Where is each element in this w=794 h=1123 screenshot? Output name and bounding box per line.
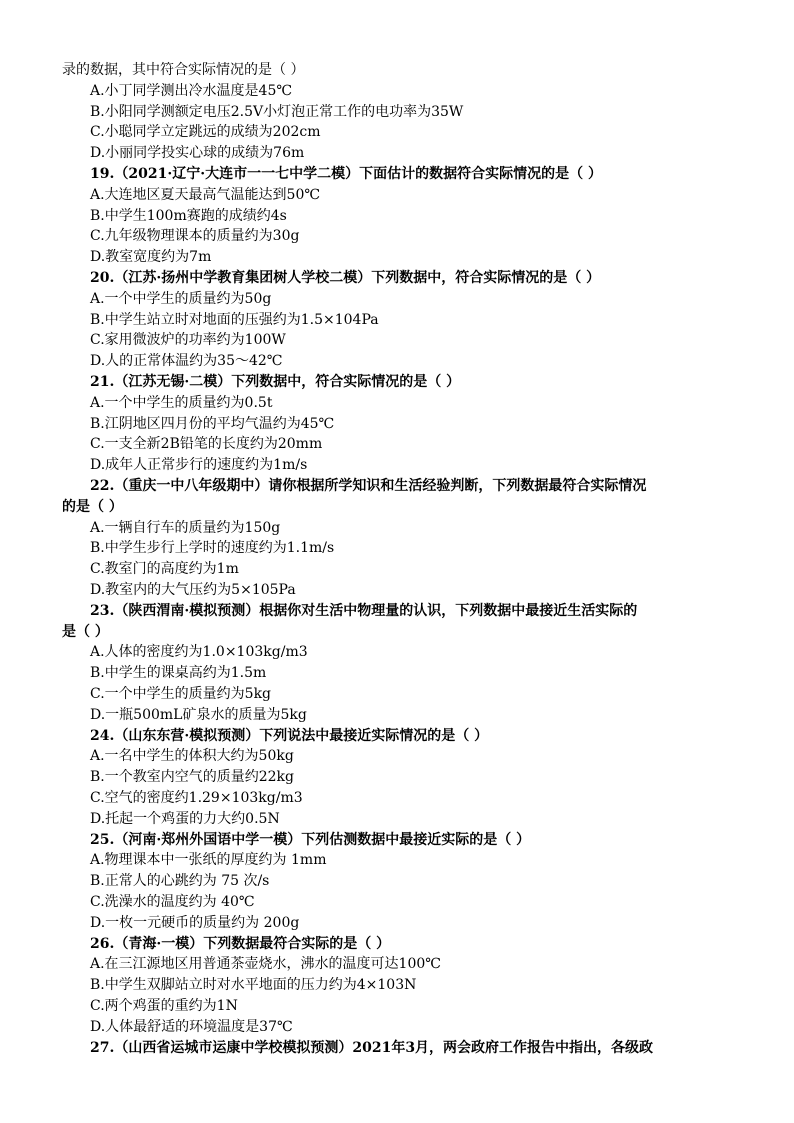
option-c: C.九年级物理课本的质量约为30g	[90, 228, 300, 245]
option-a: A.大连地区夏天最高气温能达到50℃	[90, 186, 321, 203]
option-c: C.一支全新2B铅笔的长度约为20mm	[90, 436, 323, 453]
option-b: B.中学生100m赛跑的成绩约4s	[90, 207, 287, 224]
question-23: 23.（陕西渭南·模拟预测）根据你对生活中物理量的认识，下列数据中最接近生活实际的	[90, 602, 638, 619]
question-20: 20.（江苏·扬州中学教育集团树人学校二模）下列数据中，符合实际情况的是（ ）	[90, 270, 601, 286]
option-a: A.一个中学生的质量约为0.5t	[90, 394, 273, 411]
option-b: B.中学生双脚站立时对水平地面的压力约为4×103N	[90, 977, 417, 994]
option-c: C.教室门的高度约为1m	[90, 561, 239, 578]
question-21: 21.（江苏无锡·二模）下列数据中，符合实际情况的是（ ）	[90, 374, 461, 390]
option-b: B.一个教室内空气的质量约22kg	[90, 769, 294, 786]
option-d: D.成年人正常步行的速度约为1m/s	[90, 457, 308, 474]
option-a: A.一个中学生的质量约为50g	[90, 290, 272, 307]
option-c: C.空气的密度约1.29×103kg/m3	[90, 790, 303, 806]
option-d: D.人体最舒适的环境温度是37℃	[90, 1018, 293, 1035]
option-a: A.人体的密度约为1.0×103kg/m3	[90, 644, 308, 661]
option-c: C.两个鸡蛋的重约为1N	[90, 998, 238, 1014]
option-b: B.中学生的课桌高约为1.5m	[90, 665, 267, 682]
option-a: A.在三江源地区用普通茶壶烧水，沸水的温度可达100℃	[90, 956, 441, 973]
option-d: D.一瓶500mL矿泉水的质量为5kg	[90, 706, 307, 723]
option-c: C.洗澡水的温度约为 40℃	[90, 894, 255, 910]
option-b: B.正常人的心跳约为 75 次/s	[90, 873, 270, 890]
question-22-continued: 的是（ ）	[62, 498, 123, 515]
option-a: A.物理课本中一张纸的厚度约为 1mm	[90, 852, 327, 869]
question-27: 27.（山西省运城市运康中学校模拟预测）2021年3月，两会政府工作报告中指出，各级政	[90, 1039, 654, 1056]
option-d: D.人的正常体温约为35～42℃	[90, 353, 283, 370]
option-d: D.教室宽度约为7m	[90, 249, 212, 266]
option-d: D.一枚一元硬币的质量约为 200g	[90, 914, 300, 931]
question-stem-continued: 录的数据，其中符合实际情况的是（ ）	[62, 62, 305, 78]
option-d: D.托起一个鸡蛋的力大约0.5N	[90, 810, 280, 827]
option-a: A.一辆自行车的质量约为150g	[90, 519, 281, 536]
option-b: B.中学生步行上学时的速度约为1.1m/s	[90, 540, 335, 557]
option-b: B.小阳同学测额定电压2.5V小灯泡正常工作的电功率为35W	[90, 103, 464, 120]
question-24: 24.（山东东营·模拟预测）下列说法中最接近实际情况的是（ ）	[90, 727, 489, 744]
option-b: B.中学生站立时对地面的压强约为1.5×104Pa	[90, 311, 379, 328]
option-c: C.家用微波炉的功率约为100W	[90, 332, 286, 349]
option-d: D.小丽同学投实心球的成绩为76m	[90, 145, 305, 162]
question-19: 19.（2021·辽宁·大连市一一七中学二模）下面估计的数据符合实际情况的是（ ）	[90, 166, 602, 182]
question-26: 26.（青海·一模）下列数据最符合实际的是（ ）	[90, 935, 391, 952]
option-a: A.一名中学生的体积大约为50kg	[90, 748, 294, 765]
question-25: 25.（河南·郑州外国语中学一模）下列估测数据中最接近实际的是（ ）	[90, 831, 531, 848]
option-b: B.江阴地区四月份的平均气温约为45℃	[90, 415, 335, 432]
option-d: D.教室内的大气压约为5×105Pa	[90, 582, 296, 598]
question-23-continued: 是（ ）	[62, 623, 109, 640]
question-22: 22.（重庆一中八年级期中）请你根据所学知识和生活经验判断，下列数据最符合实际情况	[90, 478, 647, 494]
option-c: C.小聪同学立定跳远的成绩为202cm	[90, 124, 321, 141]
option-c: C.一个中学生的质量约为5kg	[90, 686, 272, 702]
option-a: A.小丁同学测出冷水温度是45℃	[90, 82, 293, 99]
